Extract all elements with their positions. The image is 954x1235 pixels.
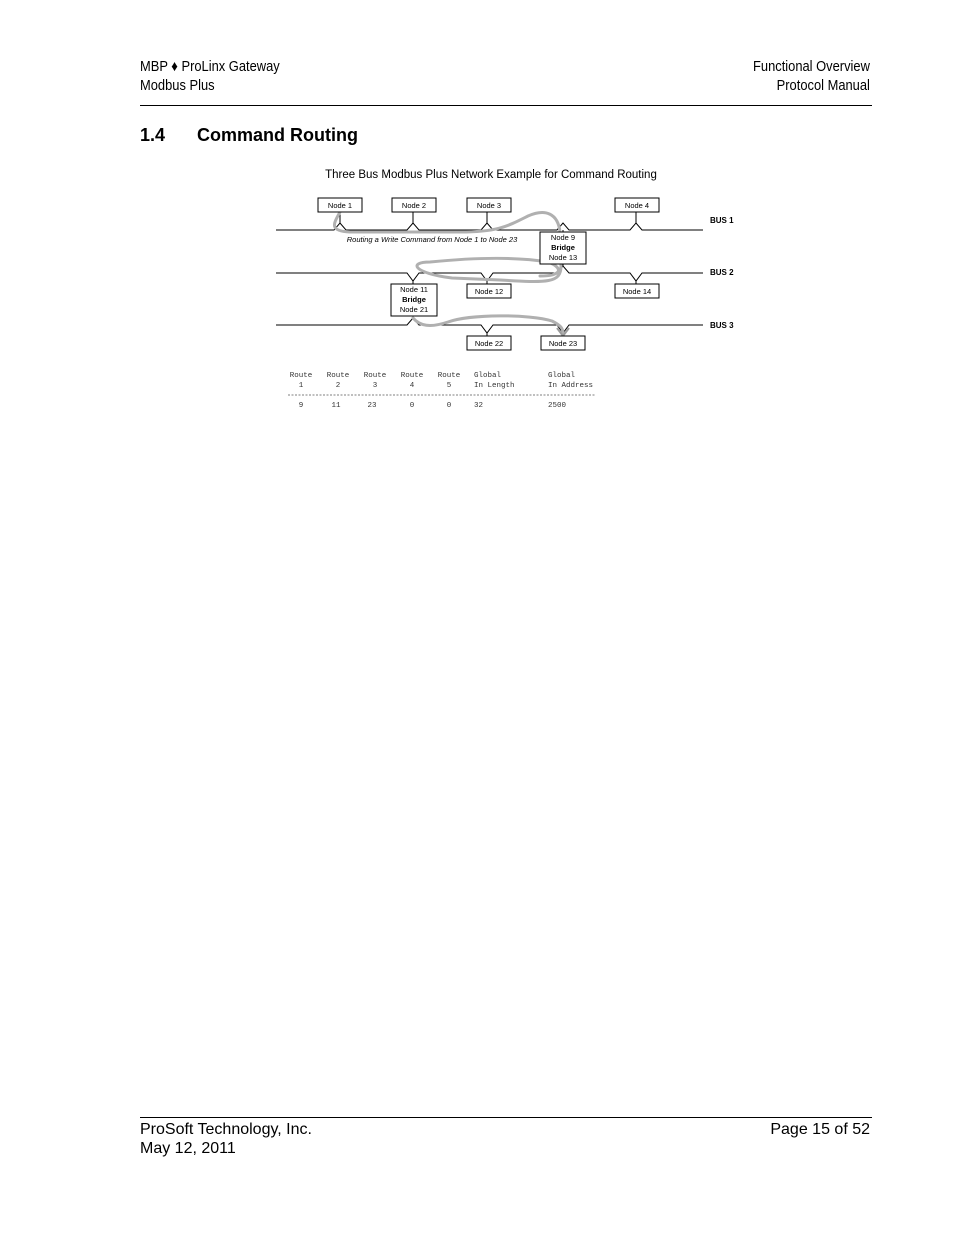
network-diagram (0, 0, 954, 440)
node-2-label: Node 2 (401, 201, 427, 210)
global-length-header-detail: In Length (474, 382, 515, 390)
route-5-header-number: 5 (446, 382, 452, 390)
bus-2-label: BUS 2 (710, 268, 734, 277)
route-3-header-number: 3 (372, 382, 378, 390)
node-22-label: Node 22 (474, 339, 504, 348)
bridge-11-21-top-label: Node 11 (400, 285, 428, 294)
node-3-label: Node 3 (476, 201, 502, 210)
node-1-label: Node 1 (327, 201, 353, 210)
route-1-header-label: Route (289, 372, 313, 380)
global-address-value: 2500 (548, 402, 567, 410)
node-23-label: Node 23 (548, 339, 578, 348)
section-number: 1.4 (140, 125, 166, 145)
route-5-header-label: Route (437, 372, 461, 380)
global-length-header-label: Global (474, 372, 502, 380)
routing-caption: Routing a Write Command from Node 1 to Node 23 (346, 235, 518, 244)
global-length-value: 32 (474, 402, 484, 410)
bus-3-label: BUS 3 (710, 321, 734, 330)
bridge-9-13-bottom-label: Node 13 (548, 253, 578, 262)
footer-date: May 12, 2011 (140, 1140, 236, 1157)
route-4-header-label: Route (400, 372, 424, 380)
footer-page-number: Page 15 of 52 (770, 1121, 870, 1138)
route-5-value: 0 (446, 402, 452, 410)
bridge-11-21-bottom-label: Node 21 (399, 305, 429, 314)
route-2-header-number: 2 (335, 382, 341, 390)
route-2-value: 11 (331, 402, 341, 410)
header-chapter: Functional Overview (753, 58, 870, 75)
diagram-title: Three Bus Modbus Plus Network Example for Command Routing (325, 169, 657, 181)
route-3-header-label: Route (363, 372, 387, 380)
bridge-9-13-top-label: Node 9 (550, 233, 576, 242)
global-address-header-label: Global (548, 372, 576, 380)
node-12-label: Node 12 (474, 287, 504, 296)
bus-3-line (276, 318, 703, 333)
header-product: MBP ♦ ProLinx Gateway (140, 58, 280, 75)
footer-company: ProSoft Technology, Inc. (140, 1121, 312, 1138)
bridge-9-13-mid-label: Bridge (551, 243, 575, 252)
footer-right (770, 1120, 870, 1139)
header-protocol: Modbus Plus (140, 77, 215, 94)
footer-rule (140, 1117, 872, 1118)
header-manual: Protocol Manual (776, 77, 870, 94)
global-address-header-detail: In Address (548, 382, 594, 390)
route-4-value: 0 (409, 402, 415, 410)
route-2-header-label: Route (326, 372, 350, 380)
section-title: Command Routing (197, 125, 358, 145)
node-14-label: Node 14 (622, 287, 652, 296)
route-3-value: 23 (367, 402, 377, 410)
route-1-header-number: 1 (298, 382, 304, 390)
route-4-header-number: 4 (409, 382, 415, 390)
bus-1-label: BUS 1 (710, 216, 734, 225)
bridge-11-21-mid-label: Bridge (402, 295, 426, 304)
footer-left (140, 1120, 312, 1158)
route-1-value: 9 (298, 402, 304, 410)
route-table (288, 372, 596, 410)
node-4-label: Node 4 (624, 201, 650, 210)
